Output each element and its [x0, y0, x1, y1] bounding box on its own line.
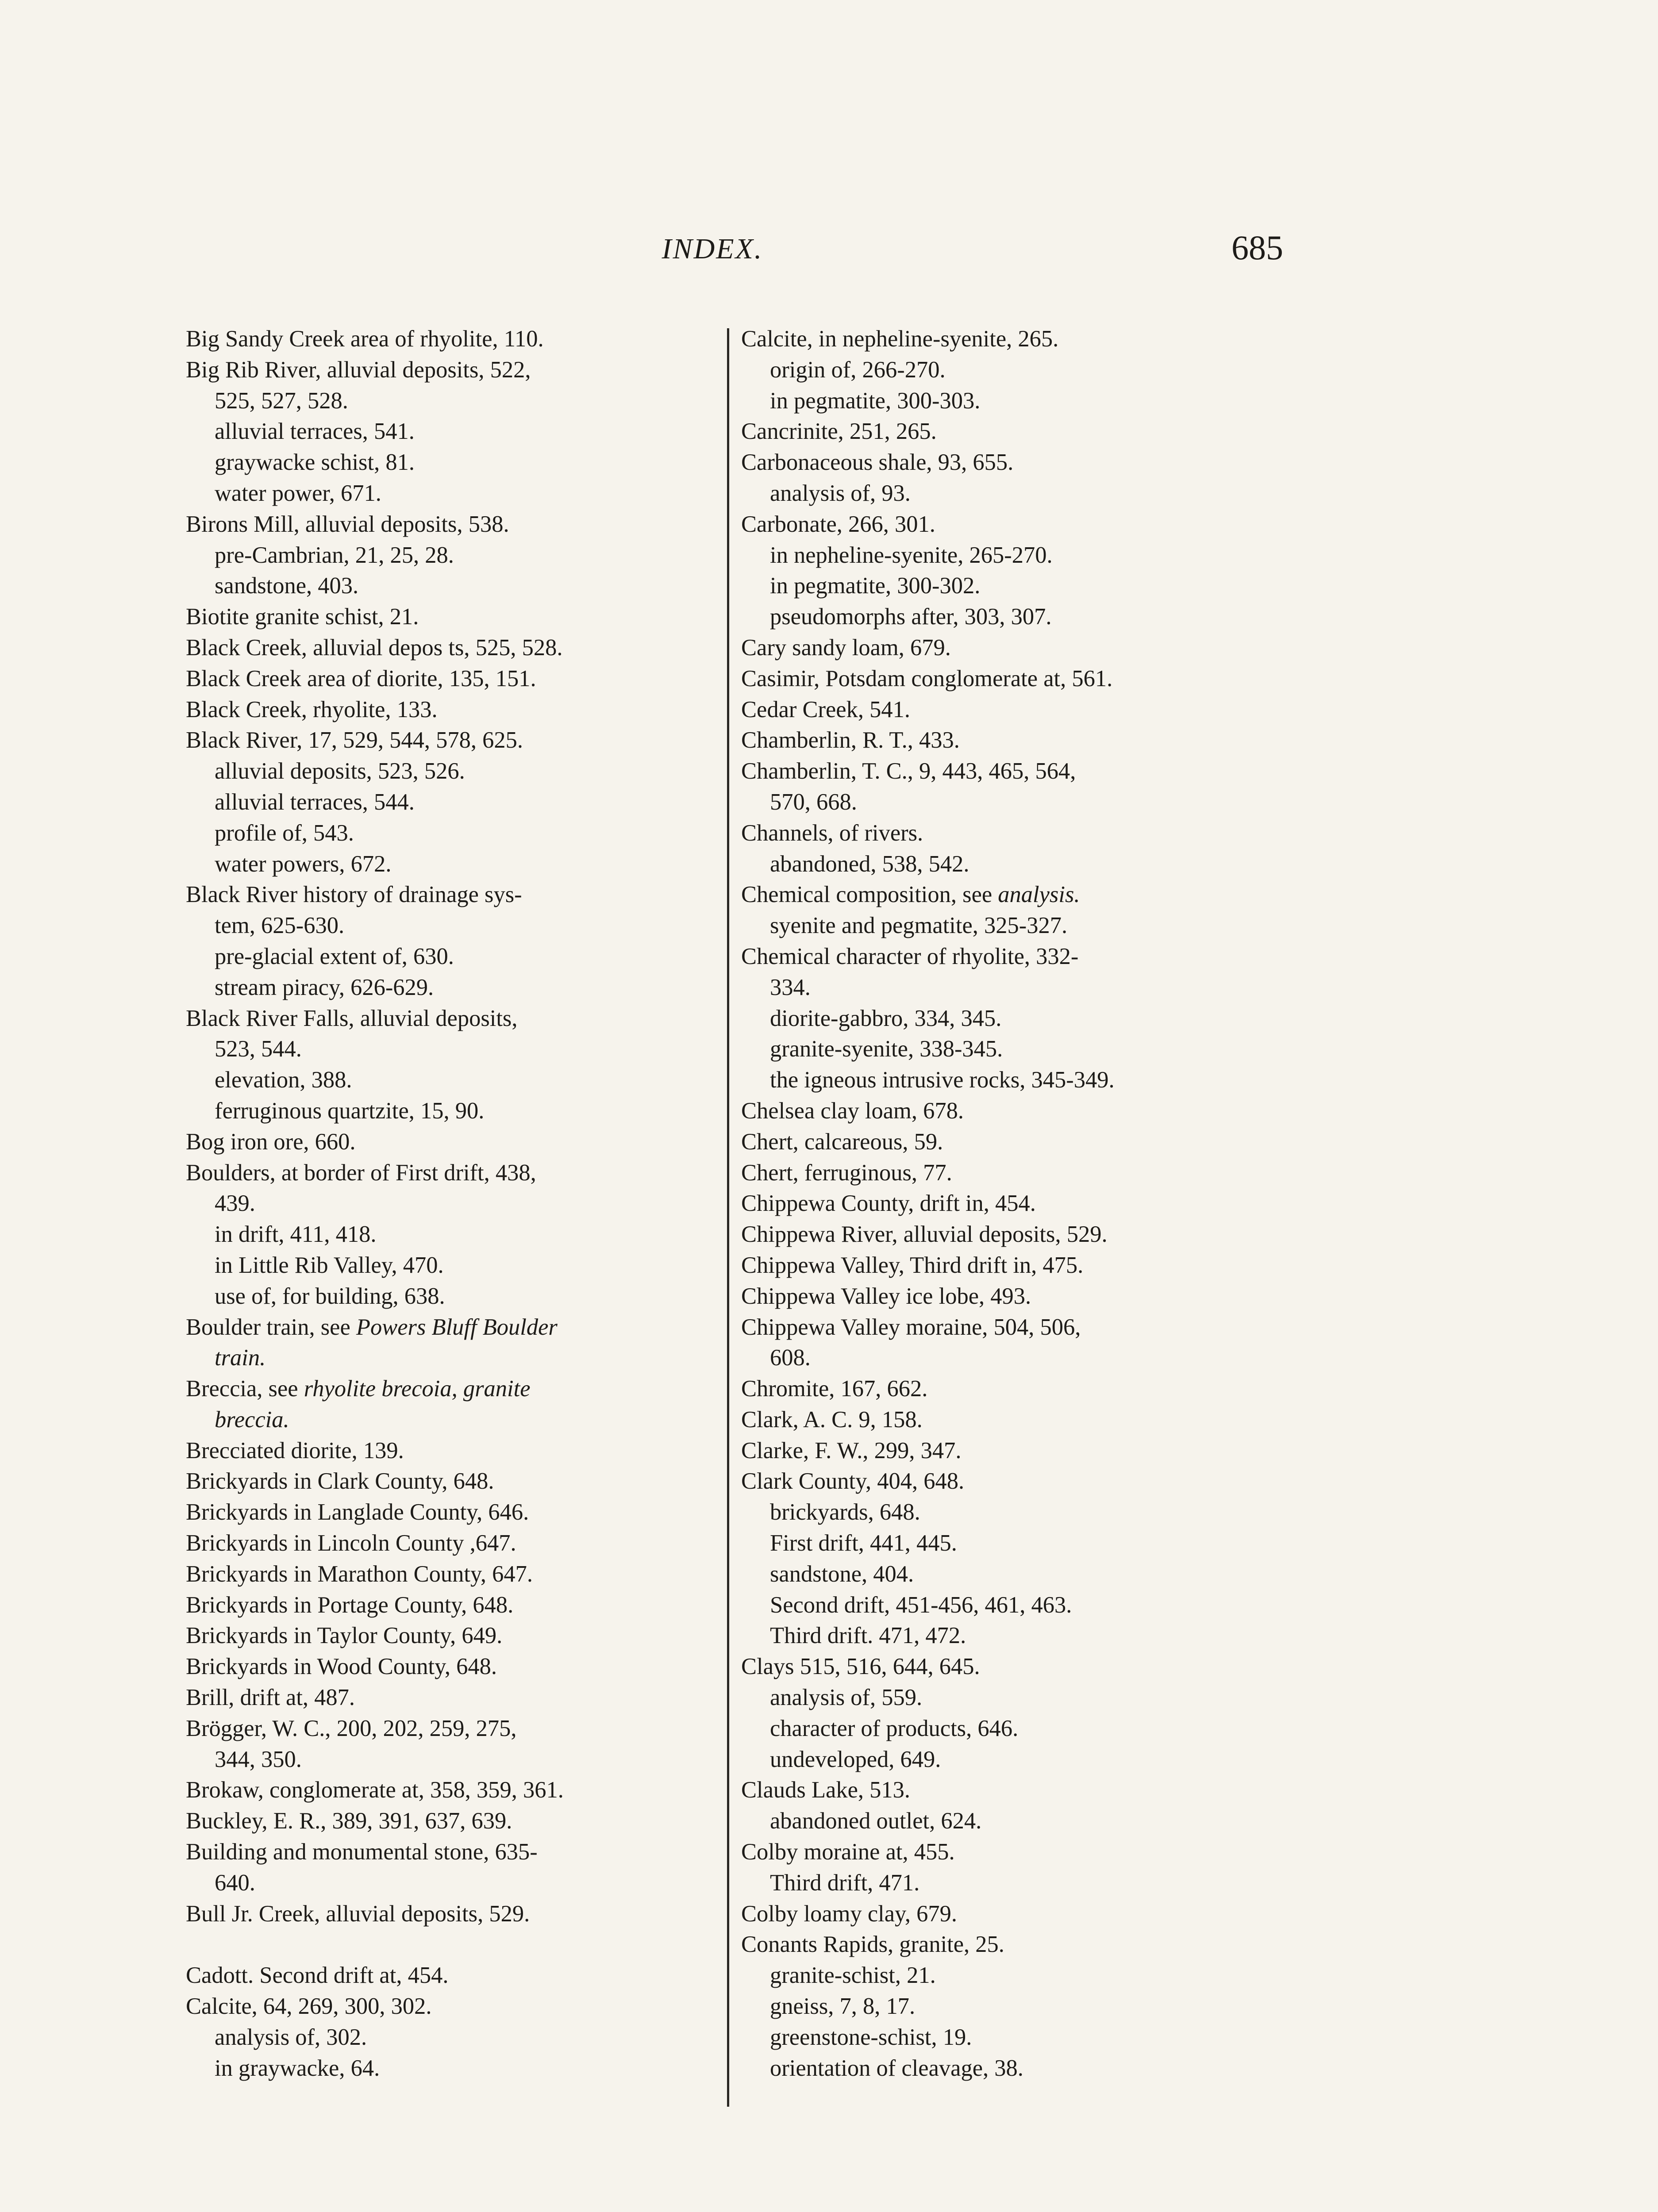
- index-entry: [186, 1651, 708, 1682]
- index-entry-text: Chamberlin, R. T., 433.: [741, 727, 960, 753]
- index-subentry: [186, 1281, 708, 1312]
- index-entry: [741, 1837, 1263, 1868]
- index-entry-text: Chamberlin, T. C., 9, 443, 465, 564,: [741, 758, 1076, 784]
- index-entry-text: 344, 350.: [215, 1746, 302, 1772]
- index-entry-text: Building and monumental stone, 635-: [186, 1839, 538, 1865]
- index-entry: [741, 1188, 1263, 1219]
- index-subentry: [186, 540, 708, 571]
- index-entry-text: granite-schist, 21.: [770, 1962, 936, 1989]
- index-entry: [186, 633, 708, 664]
- index-subentry: [186, 447, 708, 478]
- index-subentry: [741, 1713, 1263, 1744]
- index-subentry: [741, 1744, 1263, 1775]
- index-subentry: [741, 1559, 1263, 1590]
- index-subentry: [186, 1744, 708, 1775]
- index-entry-text: Clauds Lake, 513.: [741, 1777, 911, 1803]
- index-entry-text: in pegmatite, 300-302.: [770, 573, 981, 599]
- index-entry-text: Brecciated diorite, 139.: [186, 1437, 404, 1463]
- index-entry-text: Chippewa Valley, Third drift in, 475.: [741, 1252, 1084, 1278]
- index-subentry: [741, 1003, 1263, 1034]
- index-entry: [741, 941, 1263, 972]
- index-entry-text: Brickyards in Lincoln County ,647.: [186, 1530, 516, 1556]
- index-entry-text: abandoned outlet, 624.: [770, 1808, 982, 1834]
- index-entry-crossref: train.: [215, 1345, 266, 1371]
- index-entry-text: Brickyards in Langlade County, 646.: [186, 1499, 529, 1525]
- index-entry-text: analysis of, 302.: [215, 2024, 367, 2050]
- index-entry-text: Calcite, 64, 269, 300, 302.: [186, 1993, 432, 2020]
- index-entry: [741, 1651, 1263, 1682]
- index-entry-text: orientation of cleavage, 38.: [770, 2055, 1023, 2081]
- index-entry-text: Chert, ferruginous, 77.: [741, 1160, 952, 1186]
- index-subentry: [741, 1343, 1263, 1374]
- index-entry-crossref: rhyolite brecoia, granite: [304, 1376, 531, 1402]
- index-entry: [741, 1405, 1263, 1436]
- index-entry: [186, 1960, 708, 1991]
- index-entry-text: Chippewa Valley ice lobe, 493.: [741, 1283, 1031, 1309]
- index-entry: [741, 447, 1263, 478]
- index-subentry: [186, 416, 708, 447]
- index-entry: [186, 1559, 708, 1590]
- index-entry-text: 334.: [770, 974, 811, 1000]
- index-entry-text: pre-Cambrian, 21, 25, 28.: [215, 542, 454, 568]
- index-entry-text: Brögger, W. C., 200, 202, 259, 275,: [186, 1715, 517, 1741]
- index-entry-text: sandstone, 404.: [770, 1561, 914, 1587]
- index-entry-text: Carbonaceous shale, 93, 655.: [741, 449, 1014, 476]
- index-entry-text: Big Sandy Creek area of rhyolite, 110.: [186, 326, 544, 352]
- index-entry-text: brickyards, 648.: [770, 1499, 920, 1525]
- index-subentry: [741, 1991, 1263, 2022]
- index-entry-text: analysis of, 559.: [770, 1685, 923, 1711]
- index-entry-crossref: analysis.: [998, 882, 1080, 908]
- index-subentry: [186, 1219, 708, 1250]
- index-entry-text: in drift, 411, 418.: [215, 1221, 377, 1248]
- index-subentry: [741, 972, 1263, 1003]
- index-entry-text: Boulder train, see: [186, 1314, 356, 1340]
- index-entry: [741, 1312, 1263, 1343]
- index-entry: [186, 1312, 708, 1343]
- index-entry-text: Clarke, F. W., 299, 347.: [741, 1437, 962, 1463]
- index-subentry: [741, 540, 1263, 571]
- index-entry: [741, 1775, 1263, 1806]
- index-entry: [186, 1775, 708, 1806]
- index-entry: [186, 1806, 708, 1837]
- index-entry: [741, 818, 1263, 849]
- index-subentry: [186, 941, 708, 972]
- index-entry-text: Clark, A. C. 9, 158.: [741, 1406, 923, 1432]
- index-entry: [741, 633, 1263, 664]
- index-subentry: [741, 2053, 1263, 2084]
- index-entry-text: Brickyards in Wood County, 648.: [186, 1654, 497, 1680]
- index-entry-text: 640.: [215, 1870, 255, 1896]
- page-number: 685: [1231, 228, 1283, 267]
- index-entry-text: in pegmatite, 300-303.: [770, 388, 981, 414]
- index-subentry: [186, 818, 708, 849]
- index-entry-text: ferruginous quartzite, 15, 90.: [215, 1098, 485, 1124]
- index-entry-text: character of products, 646.: [770, 1715, 1019, 1741]
- index-subentry: [741, 571, 1263, 602]
- index-subentry: [186, 1868, 708, 1899]
- index-entry-text: 523, 544.: [215, 1036, 302, 1062]
- index-subentry: [741, 478, 1263, 509]
- index-subentry: [186, 386, 708, 417]
- index-entry-text: alluvial terraces, 544.: [215, 789, 415, 815]
- index-entry-text: Bull Jr. Creek, alluvial deposits, 529.: [186, 1901, 530, 1927]
- index-entry: [741, 1096, 1263, 1127]
- index-entry-text: 439.: [215, 1190, 255, 1217]
- index-subentry: [741, 1806, 1263, 1837]
- index-entry-text: tem, 625-630.: [215, 913, 345, 939]
- index-entry-text: water powers, 672.: [215, 851, 392, 877]
- index-entry-text: Biotite granite schist, 21.: [186, 604, 419, 630]
- index-entry: [741, 695, 1263, 726]
- index-subentry: [741, 2022, 1263, 2053]
- index-subentry: [186, 787, 708, 818]
- index-entry-text: Cedar Creek, 541.: [741, 696, 910, 722]
- index-entry-text: Cadott. Second drift at, 454.: [186, 1962, 449, 1989]
- index-entry-text: Chromite, 167, 662.: [741, 1376, 928, 1402]
- index-subentry: [186, 1188, 708, 1219]
- index-entry-text: Black River history of drainage sys-: [186, 882, 522, 908]
- index-column-left: [186, 324, 708, 2084]
- index-entry: [186, 725, 708, 756]
- index-entry-text: Second drift, 451-456, 461, 463.: [770, 1592, 1072, 1618]
- index-entry-text: Clark County, 404, 648.: [741, 1468, 965, 1494]
- index-entry: [741, 1127, 1263, 1158]
- index-entry-text: 525, 527, 528.: [215, 388, 348, 414]
- index-entry-text: Carbonate, 266, 301.: [741, 511, 935, 537]
- index-entry-text: Casimir, Potsdam conglomerate at, 561.: [741, 665, 1113, 691]
- index-entry-text: 608.: [770, 1345, 811, 1371]
- index-subentry: [741, 1868, 1263, 1899]
- index-entry-text: Brickyards in Marathon County, 647.: [186, 1561, 533, 1587]
- index-subentry: [741, 1590, 1263, 1621]
- index-entry-text: Big Rib River, alluvial deposits, 522,: [186, 357, 531, 383]
- index-entry-text: sandstone, 403.: [215, 573, 359, 599]
- index-entry: [741, 1158, 1263, 1189]
- index-entry: [741, 1436, 1263, 1467]
- index-entry: [186, 664, 708, 695]
- index-entry-text: Black Creek area of diorite, 135, 151.: [186, 665, 536, 691]
- page-title: INDEX.: [662, 233, 763, 265]
- index-subentry: [186, 849, 708, 880]
- index-subentry: [186, 2022, 708, 2053]
- index-entry-text: Chemical character of rhyolite, 332-: [741, 943, 1079, 969]
- index-entry-text: Brill, drift at, 487.: [186, 1685, 355, 1711]
- index-entry: [186, 695, 708, 726]
- index-subentry: [186, 2053, 708, 2084]
- index-entry-text: use of, for building, 638.: [215, 1283, 445, 1309]
- index-subentry: [741, 849, 1263, 880]
- index-entry-text: undeveloped, 649.: [770, 1746, 941, 1772]
- index-entry: [186, 1466, 708, 1497]
- index-entry-text: First drift, 441, 445.: [770, 1530, 957, 1556]
- index-subentry: [186, 1065, 708, 1096]
- index-subentry: [741, 1497, 1263, 1528]
- index-entry-text: Brickyards in Portage County, 648.: [186, 1592, 514, 1618]
- index-entry-text: Black Creek, alluvial depos ts, 525, 528.: [186, 634, 563, 661]
- index-entry-text: Black River Falls, alluvial deposits,: [186, 1005, 518, 1031]
- index-gap: [186, 1929, 708, 1960]
- index-entry-text: pseudomorphs after, 303, 307.: [770, 604, 1052, 630]
- index-entry: [186, 1003, 708, 1034]
- index-entry: [186, 1837, 708, 1868]
- index-entry-text: Chert, calcareous, 59.: [741, 1129, 943, 1155]
- index-entry-text: Brickyards in Taylor County, 649.: [186, 1623, 503, 1649]
- index-entry-text: analysis of, 93.: [770, 480, 911, 506]
- index-entry: [741, 1250, 1263, 1281]
- index-entry: [741, 1899, 1263, 1930]
- index-entry-text: syenite and pegmatite, 325-327.: [770, 913, 1068, 939]
- index-entry-text: in graywacke, 64.: [215, 2055, 380, 2081]
- index-subentry: [741, 1960, 1263, 1991]
- index-entry: [186, 324, 708, 355]
- index-subentry: [186, 972, 708, 1003]
- index-entry: [741, 879, 1263, 910]
- index-subentry: [186, 910, 708, 941]
- index-entry-text: profile of, 543.: [215, 820, 354, 846]
- index-entry: [741, 1929, 1263, 1960]
- index-entry: [186, 1590, 708, 1621]
- index-entry: [741, 324, 1263, 355]
- index-entry-text: Cary sandy loam, 679.: [741, 634, 951, 661]
- index-subentry: [741, 386, 1263, 417]
- index-subentry: [741, 910, 1263, 941]
- index-subentry: [741, 787, 1263, 818]
- index-entry-text: 570, 668.: [770, 789, 857, 815]
- index-entry-text: Black Creek, rhyolite, 133.: [186, 696, 438, 722]
- index-entry-crossref: breccia.: [215, 1406, 289, 1432]
- index-entry: [186, 355, 708, 386]
- index-entry-crossref: Powers Bluff Boulder: [356, 1314, 558, 1340]
- index-subentry: [741, 1528, 1263, 1559]
- index-entry: [186, 1621, 708, 1651]
- index-entry: [186, 1991, 708, 2022]
- index-entry-text: Black River, 17, 529, 544, 578, 625.: [186, 727, 523, 753]
- index-entry: [741, 1281, 1263, 1312]
- index-entry-text: Chelsea clay loam, 678.: [741, 1098, 964, 1124]
- index-entry-text: Colby moraine at, 455.: [741, 1839, 955, 1865]
- index-subentry: [741, 1682, 1263, 1713]
- index-entry: [741, 1374, 1263, 1405]
- index-entry: [186, 602, 708, 633]
- index-entry: [741, 416, 1263, 447]
- index-entry-text: Brokaw, conglomerate at, 358, 359, 361.: [186, 1777, 564, 1803]
- index-subentry: [741, 602, 1263, 633]
- index-subentry: [186, 1250, 708, 1281]
- index-entry-text: Third drift, 471.: [770, 1870, 920, 1896]
- index-entry-text: Boulders, at border of First drift, 438,: [186, 1160, 536, 1186]
- index-entry: [741, 756, 1263, 787]
- index-entry: [186, 1374, 708, 1405]
- index-entry: [186, 1497, 708, 1528]
- index-entry-text: Birons Mill, alluvial deposits, 538.: [186, 511, 509, 537]
- index-subentry: [186, 1405, 708, 1436]
- index-entry: [186, 1682, 708, 1713]
- index-entry: [741, 725, 1263, 756]
- index-subentry: [186, 1343, 708, 1374]
- index-entry-text: alluvial deposits, 523, 526.: [215, 758, 465, 784]
- index-entry-text: granite-syenite, 338-345.: [770, 1036, 1003, 1062]
- index-subentry: [741, 1621, 1263, 1651]
- index-entry-text: alluvial terraces, 541.: [215, 419, 415, 445]
- index-entry: [741, 1466, 1263, 1497]
- index-entry-text: in nepheline-syenite, 265-270.: [770, 542, 1053, 568]
- index-entry-text: stream piracy, 626-629.: [215, 974, 434, 1000]
- index-entry-text: gneiss, 7, 8, 17.: [770, 1993, 916, 2020]
- index-entry-text: Chemical composition, see: [741, 882, 998, 908]
- index-subentry: [741, 1065, 1263, 1096]
- index-subentry: [186, 1096, 708, 1127]
- index-subentry: [186, 571, 708, 602]
- index-subentry: [741, 1034, 1263, 1065]
- index-entry: [741, 1219, 1263, 1250]
- index-entry-text: Clays 515, 516, 644, 645.: [741, 1654, 980, 1680]
- index-entry-text: pre-glacial extent of, 630.: [215, 943, 454, 969]
- index-entry: [186, 509, 708, 540]
- index-entry-text: Channels, of rivers.: [741, 820, 923, 846]
- index-entry-text: abandoned, 538, 542.: [770, 851, 969, 877]
- index-entry-text: Third drift. 471, 472.: [770, 1623, 966, 1649]
- index-subentry: [186, 1034, 708, 1065]
- index-entry: [186, 1528, 708, 1559]
- index-entry: [186, 879, 708, 910]
- index-entry-text: Chippewa County, drift in, 454.: [741, 1190, 1036, 1217]
- index-entry-text: diorite-gabbro, 334, 345.: [770, 1005, 1002, 1031]
- index-entry-text: Chippewa Valley moraine, 504, 506,: [741, 1314, 1081, 1340]
- index-entry: [186, 1158, 708, 1189]
- index-entry-text: Calcite, in nepheline-syenite, 265.: [741, 326, 1059, 352]
- index-entry-text: graywacke schist, 81.: [215, 449, 415, 476]
- index-entry: [741, 509, 1263, 540]
- index-entry-text: Buckley, E. R., 389, 391, 637, 639.: [186, 1808, 512, 1834]
- index-column-right: [741, 324, 1263, 2084]
- index-entry: [186, 1127, 708, 1158]
- index-subentry: [186, 756, 708, 787]
- index-entry-text: Bog iron ore, 660.: [186, 1129, 356, 1155]
- index-entry-text: Breccia, see: [186, 1376, 304, 1402]
- column-divider: [727, 328, 729, 2107]
- index-entry-text: Chippewa River, alluvial deposits, 529.: [741, 1221, 1108, 1248]
- index-entry-text: greenstone-schist, 19.: [770, 2024, 972, 2050]
- index-entry-text: Cancrinite, 251, 265.: [741, 419, 937, 445]
- index-entry-text: origin of, 266-270.: [770, 357, 946, 383]
- index-entry-text: the igneous intrusive rocks, 345-349.: [770, 1067, 1115, 1093]
- index-entry: [186, 1899, 708, 1930]
- index-entry: [186, 1713, 708, 1744]
- index-entry-text: Colby loamy clay, 679.: [741, 1901, 957, 1927]
- index-entry-text: Brickyards in Clark County, 648.: [186, 1468, 494, 1494]
- index-entry: [741, 664, 1263, 695]
- index-entry-text: in Little Rib Valley, 470.: [215, 1252, 444, 1278]
- index-subentry: [186, 478, 708, 509]
- index-entry-text: water power, 671.: [215, 480, 381, 506]
- index-subentry: [741, 355, 1263, 386]
- index-entry: [186, 1436, 708, 1467]
- index-entry-text: elevation, 388.: [215, 1067, 352, 1093]
- index-entry-text: Conants Rapids, granite, 25.: [741, 1932, 1004, 1958]
